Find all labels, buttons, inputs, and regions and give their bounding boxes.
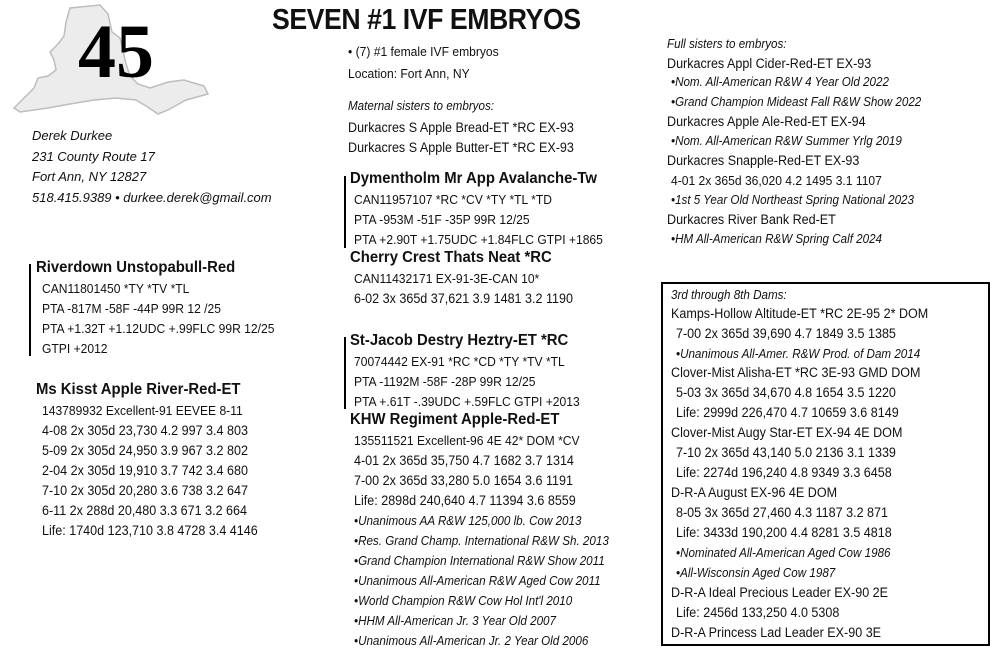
mggs-line: PTA +.61T -.39UDC +.59FLC GTPI +2013	[354, 394, 580, 409]
consignor-address1: 231 County Route 17	[32, 149, 155, 164]
mggd-honor: •HHM All-American Jr. 3 Year Old 2007	[354, 614, 556, 628]
mggd-registration: 135511521 Excellent-96 4E 42* DOM *CV	[354, 433, 580, 448]
lot-number: 45	[78, 10, 154, 94]
full-sister-name: Durkacres River Bank Red-ET	[667, 212, 836, 227]
intro-location: Location: Fort Ann, NY	[348, 66, 470, 81]
ancestor-dam-line: Life: 2999d 226,470 4.7 10659 3.6 8149	[676, 405, 899, 420]
dam-record: 6-11 2x 288d 20,480 3.3 671 3.2 664	[42, 503, 248, 518]
mggd-honor: •Unanimous All-American R&W Aged Cow 2011	[354, 574, 601, 588]
dam-lifetime-record: Life: 1740d 123,710 3.8 4728 3.4 4146	[42, 523, 258, 538]
ancestor-dam-name: Kamps-Hollow Altitude-ET *RC 2E-95 2* DOM	[671, 306, 929, 321]
maternal-sister: Durkacres S Apple Butter-ET *RC EX-93	[348, 140, 574, 155]
dam-record: 4-08 2x 305d 23,730 4.2 997 3.4 803	[42, 423, 248, 438]
mggd-record: 7-00 2x 365d 33,280 5.0 1654 3.6 1191	[354, 473, 573, 488]
ancestor-dam-line: 5-03 3x 365d 34,670 4.8 1654 3.5 1220	[676, 385, 896, 400]
mgs-line: PTA -953M -51F -35P 99R 12/25	[354, 212, 530, 227]
ancestor-dams-header: 3rd through 8th Dams:	[671, 288, 787, 302]
page-title: SEVEN #1 IVF EMBRYOS	[272, 4, 581, 36]
full-sister-note: •Grand Champion Mideast Fall R&W Show 2022	[671, 95, 922, 109]
mggs-bracket	[344, 337, 346, 409]
mgs-name: Dymentholm Mr App Avalanche-Tw	[350, 170, 597, 187]
ancestor-dam-line: Life: 2456d 133,250 4.0 5308	[676, 605, 840, 620]
dam-record: 2-04 2x 305d 19,910 3.7 742 3.4 680	[42, 463, 248, 478]
mggd-honor: •Grand Champion International R&W Show 2011	[354, 554, 605, 568]
sire-line: PTA +1.32T +1.12UDC +.99FLC 99R 12/25	[42, 321, 275, 336]
mggs-line: 70074442 EX-91 *RC *CD *TY *TV *TL	[354, 354, 565, 369]
dam-registration: 143789932 Excellent-91 EEVEE 8-11	[42, 403, 243, 418]
sire-bracket	[29, 264, 31, 356]
consignor-address2: Fort Ann, NY 12827	[32, 169, 147, 184]
mgs-bracket	[344, 176, 346, 248]
ancestor-dam-line: Life: 3433d 190,200 4.4 8281 3.5 4818	[676, 525, 892, 540]
ancestor-dam-line: 8-05 3x 365d 27,460 4.3 1187 3.2 871	[676, 505, 888, 520]
full-sister-note: •Nom. All-American R&W Summer Yrlg 2019	[671, 134, 902, 148]
full-sister-note: •Nom. All-American R&W 4 Year Old 2022	[671, 75, 889, 89]
full-sister-name: Durkacres Snapple-Red-ET EX-93	[667, 153, 860, 168]
full-sister-note: •1st 5 Year Old Northeast Spring National 2023	[671, 193, 914, 207]
mgs-line: PTA +2.90T +1.75UDC +1.84FLC GTPI +1865	[354, 232, 603, 247]
mggd-honor: •World Champion R&W Cow Hol Int'l 2010	[354, 594, 573, 608]
full-sister-note: •HM All-American R&W Spring Calf 2024	[671, 232, 883, 246]
ancestor-dam-name: D-R-A Princess Lad Leader EX-90 3E	[671, 625, 882, 640]
ancestor-dam-line: •Unanimous All-Amer. R&W Prod. of Dam 2014	[676, 347, 921, 361]
full-sister-note: 4-01 2x 365d 36,020 4.2 1495 3.1 1107	[671, 173, 882, 188]
ancestor-dam-line: Life: 2274d 196,240 4.8 9349 3.3 6458	[676, 465, 892, 480]
mgd-line: 6-02 3x 365d 37,621 3.9 1481 3.2 1190	[354, 291, 573, 306]
dam-record: 5-09 2x 305d 24,950 3.9 967 3.2 802	[42, 443, 248, 458]
consignor-name: Derek Durkee	[32, 128, 113, 143]
dam-record: 7-10 2x 305d 20,280 3.6 738 3.2 647	[42, 483, 248, 498]
mggd-honor: •Unanimous All-American Jr. 2 Year Old 2006	[354, 634, 589, 648]
mggd-name: KHW Regiment Apple-Red-ET	[350, 411, 560, 428]
full-sister-name: Durkacres Appl Cider-Red-ET EX-93	[667, 56, 872, 71]
mgd-name: Cherry Crest Thats Neat *RC	[350, 249, 552, 266]
intro-embryos: • (7) #1 female IVF embryos	[348, 44, 499, 59]
maternal-sisters-header: Maternal sisters to embryos:	[348, 99, 495, 113]
mggd-honor: •Res. Grand Champ. International R&W Sh. 2013	[354, 534, 609, 548]
mggd-lifetime-record: Life: 2898d 240,640 4.7 11394 3.6 8559	[354, 493, 576, 508]
ancestor-dam-line: 7-10 2x 365d 43,140 5.0 2136 3.1 1339	[676, 445, 896, 460]
ancestor-dam-line: 7-00 2x 365d 39,690 4.7 1849 3.5 1385	[676, 326, 896, 341]
mgs-line: CAN11957107 *RC *CV *TY *TL *TD	[354, 192, 553, 207]
ancestor-dam-name: D-R-A August EX-96 4E DOM	[671, 485, 838, 500]
full-sister-name: Durkacres Apple Ale-Red-ET EX-94	[667, 114, 866, 129]
ancestor-dam-name: D-R-A Ideal Precious Leader EX-90 2E	[671, 585, 889, 600]
ancestor-dam-line: •Nominated All-American Aged Cow 1986	[676, 546, 891, 560]
mggd-record: 4-01 2x 365d 35,750 4.7 1682 3.7 1314	[354, 453, 574, 468]
full-sisters-header: Full sisters to embryos:	[667, 37, 787, 51]
sire-line: GTPI +2012	[42, 341, 108, 356]
sire-name: Riverdown Unstopabull-Red	[36, 259, 236, 276]
consignor-contact: 518.415.9389 • durkee.derek@gmail.com	[32, 190, 272, 205]
ancestor-dam-name: Clover-Mist Augy Star-ET EX-94 4E DOM	[671, 425, 903, 440]
ancestor-dam-line: •All-Wisconsin Aged Cow 1987	[676, 566, 836, 580]
sire-line: PTA -817M -58F -44P 99R 12 /25	[42, 301, 221, 316]
mggs-name: St-Jacob Destry Heztry-ET *RC	[350, 332, 569, 349]
mggs-line: PTA -1192M -58F -28P 99R 12/25	[354, 374, 536, 389]
sire-line: CAN11801450 *TY *TV *TL	[42, 281, 190, 296]
maternal-sister: Durkacres S Apple Bread-ET *RC EX-93	[348, 120, 574, 135]
mggd-honor: •Unanimous AA R&W 125,000 lb. Cow 2013	[354, 514, 582, 528]
mgd-line: CAN11432171 EX-91-3E-CAN 10*	[354, 271, 540, 286]
ancestor-dam-name: Clover-Mist Alisha-ET *RC 3E-93 GMD DOM	[671, 365, 921, 380]
dam-name: Ms Kisst Apple River-Red-ET	[36, 381, 241, 398]
